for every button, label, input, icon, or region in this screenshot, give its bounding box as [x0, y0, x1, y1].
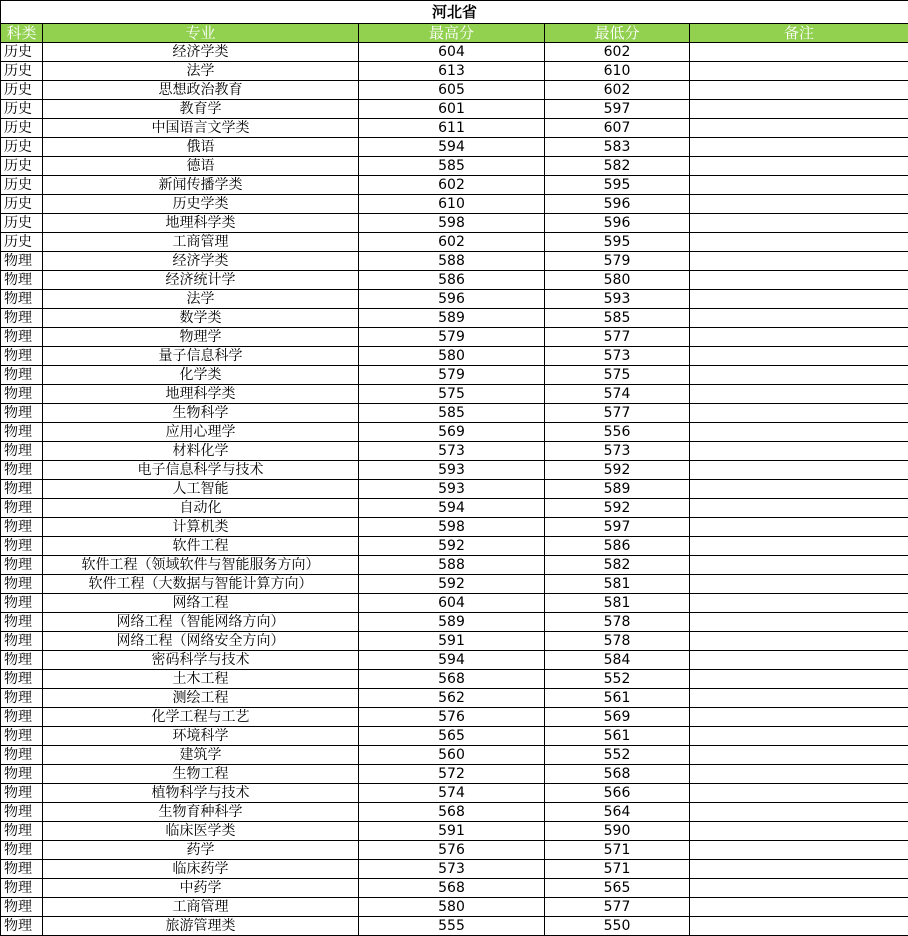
cell-max-score: 598: [359, 214, 545, 233]
cell-min-score: 595: [545, 233, 690, 252]
table-row: [1, 290, 908, 309]
cell-remarks: [690, 594, 908, 613]
cell-min-score: 561: [545, 727, 690, 746]
table-row: [1, 651, 908, 670]
cell-min-score: 584: [545, 651, 690, 670]
header-category: 科类: [1, 24, 43, 43]
cell-major: 地理科学类: [43, 214, 359, 233]
cell-min-score: 583: [545, 138, 690, 157]
cell-remarks: [690, 727, 908, 746]
cell-major: 生物科学: [43, 404, 359, 423]
cell-min-score: 602: [545, 43, 690, 62]
cell-major: 经济学类: [43, 252, 359, 271]
cell-category: 物理: [1, 556, 43, 575]
cell-min-score: 582: [545, 556, 690, 575]
cell-remarks: [690, 860, 908, 879]
cell-category: 物理: [1, 784, 43, 803]
cell-remarks: [690, 195, 908, 214]
cell-min-score: 550: [545, 917, 690, 936]
cell-min-score: 585: [545, 309, 690, 328]
cell-major: 环境科学: [43, 727, 359, 746]
table-row: [1, 556, 908, 575]
table-row: [1, 423, 908, 442]
cell-min-score: 590: [545, 822, 690, 841]
cell-major: 经济学类: [43, 43, 359, 62]
title-row: [1, 1, 908, 24]
cell-major: 生物育种科学: [43, 803, 359, 822]
cell-remarks: [690, 575, 908, 594]
table-row: [1, 746, 908, 765]
table-row: [1, 727, 908, 746]
table-row: [1, 803, 908, 822]
table-body: [1, 43, 908, 936]
table-row: [1, 252, 908, 271]
cell-major: 思想政治教育: [43, 81, 359, 100]
cell-major: 土木工程: [43, 670, 359, 689]
cell-remarks: [690, 347, 908, 366]
cell-max-score: 592: [359, 575, 545, 594]
cell-remarks: [690, 62, 908, 81]
cell-min-score: 573: [545, 347, 690, 366]
table-row: [1, 81, 908, 100]
cell-remarks: [690, 917, 908, 936]
cell-max-score: 568: [359, 879, 545, 898]
cell-remarks: [690, 708, 908, 727]
cell-remarks: [690, 632, 908, 651]
table-row: [1, 613, 908, 632]
table-row: [1, 309, 908, 328]
table-row: [1, 176, 908, 195]
cell-category: 物理: [1, 366, 43, 385]
table-row: [1, 404, 908, 423]
cell-remarks: [690, 879, 908, 898]
cell-min-score: 552: [545, 670, 690, 689]
table-row: [1, 632, 908, 651]
cell-remarks: [690, 537, 908, 556]
cell-remarks: [690, 366, 908, 385]
table-row: [1, 233, 908, 252]
cell-major: 地理科学类: [43, 385, 359, 404]
cell-max-score: 562: [359, 689, 545, 708]
cell-major: 新闻传播学类: [43, 176, 359, 195]
cell-remarks: [690, 499, 908, 518]
table-row: [1, 518, 908, 537]
cell-remarks: [690, 822, 908, 841]
table-row: [1, 442, 908, 461]
cell-min-score: 561: [545, 689, 690, 708]
cell-max-score: 592: [359, 537, 545, 556]
cell-max-score: 573: [359, 442, 545, 461]
table-row: [1, 119, 908, 138]
cell-min-score: 597: [545, 100, 690, 119]
table-row: [1, 195, 908, 214]
cell-max-score: 555: [359, 917, 545, 936]
cell-remarks: [690, 423, 908, 442]
cell-category: 物理: [1, 822, 43, 841]
cell-category: 物理: [1, 746, 43, 765]
cell-max-score: 610: [359, 195, 545, 214]
cell-min-score: 581: [545, 575, 690, 594]
cell-remarks: [690, 157, 908, 176]
cell-remarks: [690, 613, 908, 632]
table-row: [1, 670, 908, 689]
table-row: [1, 480, 908, 499]
cell-max-score: 585: [359, 157, 545, 176]
cell-max-score: 594: [359, 499, 545, 518]
cell-max-score: 585: [359, 404, 545, 423]
cell-min-score: 571: [545, 841, 690, 860]
cell-major: 中药学: [43, 879, 359, 898]
cell-min-score: 578: [545, 613, 690, 632]
cell-max-score: 579: [359, 328, 545, 347]
cell-category: 历史: [1, 62, 43, 81]
table-row: [1, 62, 908, 81]
cell-min-score: 607: [545, 119, 690, 138]
cell-max-score: 613: [359, 62, 545, 81]
cell-min-score: 610: [545, 62, 690, 81]
cell-remarks: [690, 100, 908, 119]
cell-major: 软件工程（大数据与智能计算方向）: [43, 575, 359, 594]
cell-min-score: 569: [545, 708, 690, 727]
cell-category: 物理: [1, 442, 43, 461]
cell-min-score: 578: [545, 632, 690, 651]
cell-category: 物理: [1, 708, 43, 727]
cell-remarks: [690, 803, 908, 822]
cell-min-score: 582: [545, 157, 690, 176]
cell-max-score: 604: [359, 43, 545, 62]
cell-category: 历史: [1, 214, 43, 233]
cell-major: 软件工程（领域软件与智能服务方向）: [43, 556, 359, 575]
cell-major: 软件工程: [43, 537, 359, 556]
cell-major: 网络工程（网络安全方向）: [43, 632, 359, 651]
table-row: [1, 347, 908, 366]
cell-max-score: 576: [359, 841, 545, 860]
cell-min-score: 579: [545, 252, 690, 271]
cell-max-score: 579: [359, 366, 545, 385]
table-row: [1, 138, 908, 157]
cell-remarks: [690, 252, 908, 271]
cell-min-score: 602: [545, 81, 690, 100]
table-row: [1, 366, 908, 385]
cell-max-score: 589: [359, 613, 545, 632]
cell-max-score: 588: [359, 556, 545, 575]
cell-min-score: 596: [545, 195, 690, 214]
cell-max-score: 611: [359, 119, 545, 138]
cell-min-score: 575: [545, 366, 690, 385]
cell-max-score: 593: [359, 461, 545, 480]
cell-max-score: 569: [359, 423, 545, 442]
table-row: [1, 575, 908, 594]
cell-remarks: [690, 43, 908, 62]
cell-min-score: 577: [545, 898, 690, 917]
table-row: [1, 43, 908, 62]
cell-category: 物理: [1, 290, 43, 309]
cell-category: 物理: [1, 328, 43, 347]
cell-min-score: 597: [545, 518, 690, 537]
cell-max-score: 586: [359, 271, 545, 290]
cell-min-score: 564: [545, 803, 690, 822]
cell-min-score: 586: [545, 537, 690, 556]
cell-max-score: 602: [359, 233, 545, 252]
cell-min-score: 595: [545, 176, 690, 195]
cell-major: 材料化学: [43, 442, 359, 461]
table-row: [1, 461, 908, 480]
cell-min-score: 565: [545, 879, 690, 898]
cell-min-score: 556: [545, 423, 690, 442]
cell-max-score: 568: [359, 803, 545, 822]
cell-major: 测绘工程: [43, 689, 359, 708]
table-row: [1, 708, 908, 727]
cell-category: 物理: [1, 727, 43, 746]
cell-category: 物理: [1, 404, 43, 423]
cell-category: 物理: [1, 252, 43, 271]
cell-min-score: 566: [545, 784, 690, 803]
cell-major: 临床药学: [43, 860, 359, 879]
table-row: [1, 898, 908, 917]
header-major: 专业: [43, 24, 359, 43]
table-row: [1, 499, 908, 518]
cell-remarks: [690, 119, 908, 138]
cell-category: 历史: [1, 43, 43, 62]
cell-major: 经济统计学: [43, 271, 359, 290]
cell-category: 历史: [1, 233, 43, 252]
cell-remarks: [690, 689, 908, 708]
cell-major: 应用心理学: [43, 423, 359, 442]
cell-max-score: 601: [359, 100, 545, 119]
cell-remarks: [690, 556, 908, 575]
cell-major: 自动化: [43, 499, 359, 518]
cell-category: 物理: [1, 480, 43, 499]
cell-remarks: [690, 176, 908, 195]
cell-category: 物理: [1, 518, 43, 537]
table-row: [1, 594, 908, 613]
table-row: [1, 689, 908, 708]
cell-category: 历史: [1, 176, 43, 195]
cell-major: 量子信息科学: [43, 347, 359, 366]
cell-major: 电子信息科学与技术: [43, 461, 359, 480]
cell-min-score: 574: [545, 385, 690, 404]
table-row: [1, 841, 908, 860]
cell-remarks: [690, 81, 908, 100]
cell-max-score: 589: [359, 309, 545, 328]
cell-category: 物理: [1, 841, 43, 860]
cell-remarks: [690, 841, 908, 860]
cell-remarks: [690, 670, 908, 689]
table-row: [1, 271, 908, 290]
cell-max-score: 591: [359, 822, 545, 841]
table-row: [1, 100, 908, 119]
cell-min-score: 581: [545, 594, 690, 613]
cell-major: 生物工程: [43, 765, 359, 784]
cell-min-score: 596: [545, 214, 690, 233]
cell-category: 物理: [1, 765, 43, 784]
cell-category: 物理: [1, 917, 43, 936]
table-row: [1, 214, 908, 233]
table-row: [1, 860, 908, 879]
table-row: [1, 917, 908, 936]
table-row: [1, 385, 908, 404]
cell-category: 物理: [1, 594, 43, 613]
cell-major: 物理学: [43, 328, 359, 347]
header-remarks: 备注: [690, 24, 908, 43]
cell-major: 植物科学与技术: [43, 784, 359, 803]
cell-category: 物理: [1, 309, 43, 328]
table-row: [1, 822, 908, 841]
cell-remarks: [690, 518, 908, 537]
cell-category: 物理: [1, 689, 43, 708]
cell-major: 法学: [43, 62, 359, 81]
cell-max-score: 580: [359, 898, 545, 917]
table-row: [1, 328, 908, 347]
cell-min-score: 593: [545, 290, 690, 309]
cell-max-score: 574: [359, 784, 545, 803]
cell-category: 历史: [1, 81, 43, 100]
cell-min-score: 552: [545, 746, 690, 765]
cell-min-score: 571: [545, 860, 690, 879]
cell-remarks: [690, 461, 908, 480]
cell-min-score: 592: [545, 499, 690, 518]
cell-category: 物理: [1, 803, 43, 822]
cell-remarks: [690, 290, 908, 309]
cell-min-score: 577: [545, 404, 690, 423]
cell-major: 网络工程（智能网络方向）: [43, 613, 359, 632]
cell-category: 物理: [1, 423, 43, 442]
cell-max-score: 575: [359, 385, 545, 404]
header-row: [1, 24, 908, 43]
cell-remarks: [690, 233, 908, 252]
cell-remarks: [690, 385, 908, 404]
cell-major: 俄语: [43, 138, 359, 157]
cell-major: 教育学: [43, 100, 359, 119]
cell-min-score: 573: [545, 442, 690, 461]
cell-major: 人工智能: [43, 480, 359, 499]
cell-major: 计算机类: [43, 518, 359, 537]
cell-max-score: 594: [359, 651, 545, 670]
cell-max-score: 580: [359, 347, 545, 366]
cell-category: 物理: [1, 613, 43, 632]
table-row: [1, 157, 908, 176]
cell-category: 物理: [1, 499, 43, 518]
cell-max-score: 572: [359, 765, 545, 784]
cell-category: 物理: [1, 651, 43, 670]
table-title: 河北省: [1, 1, 908, 24]
cell-category: 物理: [1, 385, 43, 404]
cell-major: 化学类: [43, 366, 359, 385]
table-row: [1, 879, 908, 898]
cell-major: 药学: [43, 841, 359, 860]
cell-remarks: [690, 651, 908, 670]
cell-remarks: [690, 784, 908, 803]
cell-min-score: 589: [545, 480, 690, 499]
cell-max-score: 604: [359, 594, 545, 613]
header-max-score: 最高分: [359, 24, 545, 43]
table-row: [1, 765, 908, 784]
cell-min-score: 580: [545, 271, 690, 290]
cell-major: 旅游管理类: [43, 917, 359, 936]
cell-category: 物理: [1, 575, 43, 594]
cell-remarks: [690, 328, 908, 347]
cell-category: 物理: [1, 860, 43, 879]
cell-category: 物理: [1, 898, 43, 917]
cell-category: 物理: [1, 461, 43, 480]
cell-max-score: 594: [359, 138, 545, 157]
cell-min-score: 568: [545, 765, 690, 784]
cell-max-score: 596: [359, 290, 545, 309]
cell-category: 物理: [1, 670, 43, 689]
cell-max-score: 602: [359, 176, 545, 195]
cell-major: 临床医学类: [43, 822, 359, 841]
cell-category: 物理: [1, 879, 43, 898]
cell-major: 工商管理: [43, 898, 359, 917]
cell-category: 物理: [1, 347, 43, 366]
cell-major: 中国语言文学类: [43, 119, 359, 138]
header-min-score: 最低分: [545, 24, 690, 43]
cell-category: 物理: [1, 271, 43, 290]
cell-remarks: [690, 765, 908, 784]
cell-major: 网络工程: [43, 594, 359, 613]
cell-remarks: [690, 746, 908, 765]
cell-major: 德语: [43, 157, 359, 176]
cell-remarks: [690, 138, 908, 157]
cell-max-score: 565: [359, 727, 545, 746]
cell-category: 历史: [1, 138, 43, 157]
cell-remarks: [690, 404, 908, 423]
cell-max-score: 560: [359, 746, 545, 765]
cell-category: 历史: [1, 195, 43, 214]
cell-major: 建筑学: [43, 746, 359, 765]
cell-max-score: 598: [359, 518, 545, 537]
cell-remarks: [690, 480, 908, 499]
cell-max-score: 593: [359, 480, 545, 499]
cell-min-score: 577: [545, 328, 690, 347]
cell-category: 物理: [1, 537, 43, 556]
cell-remarks: [690, 309, 908, 328]
cell-major: 化学工程与工艺: [43, 708, 359, 727]
cell-remarks: [690, 898, 908, 917]
cell-max-score: 576: [359, 708, 545, 727]
table-row: [1, 537, 908, 556]
cell-max-score: 605: [359, 81, 545, 100]
cell-major: 工商管理: [43, 233, 359, 252]
cell-major: 历史学类: [43, 195, 359, 214]
cell-category: 历史: [1, 157, 43, 176]
cell-remarks: [690, 214, 908, 233]
cell-max-score: 568: [359, 670, 545, 689]
cell-major: 数学类: [43, 309, 359, 328]
cell-category: 物理: [1, 632, 43, 651]
cell-min-score: 592: [545, 461, 690, 480]
cell-category: 历史: [1, 100, 43, 119]
cell-remarks: [690, 271, 908, 290]
cell-remarks: [690, 442, 908, 461]
cell-max-score: 591: [359, 632, 545, 651]
cell-category: 历史: [1, 119, 43, 138]
table-row: [1, 784, 908, 803]
cell-max-score: 588: [359, 252, 545, 271]
cell-major: 法学: [43, 290, 359, 309]
cell-max-score: 573: [359, 860, 545, 879]
cell-major: 密码科学与技术: [43, 651, 359, 670]
